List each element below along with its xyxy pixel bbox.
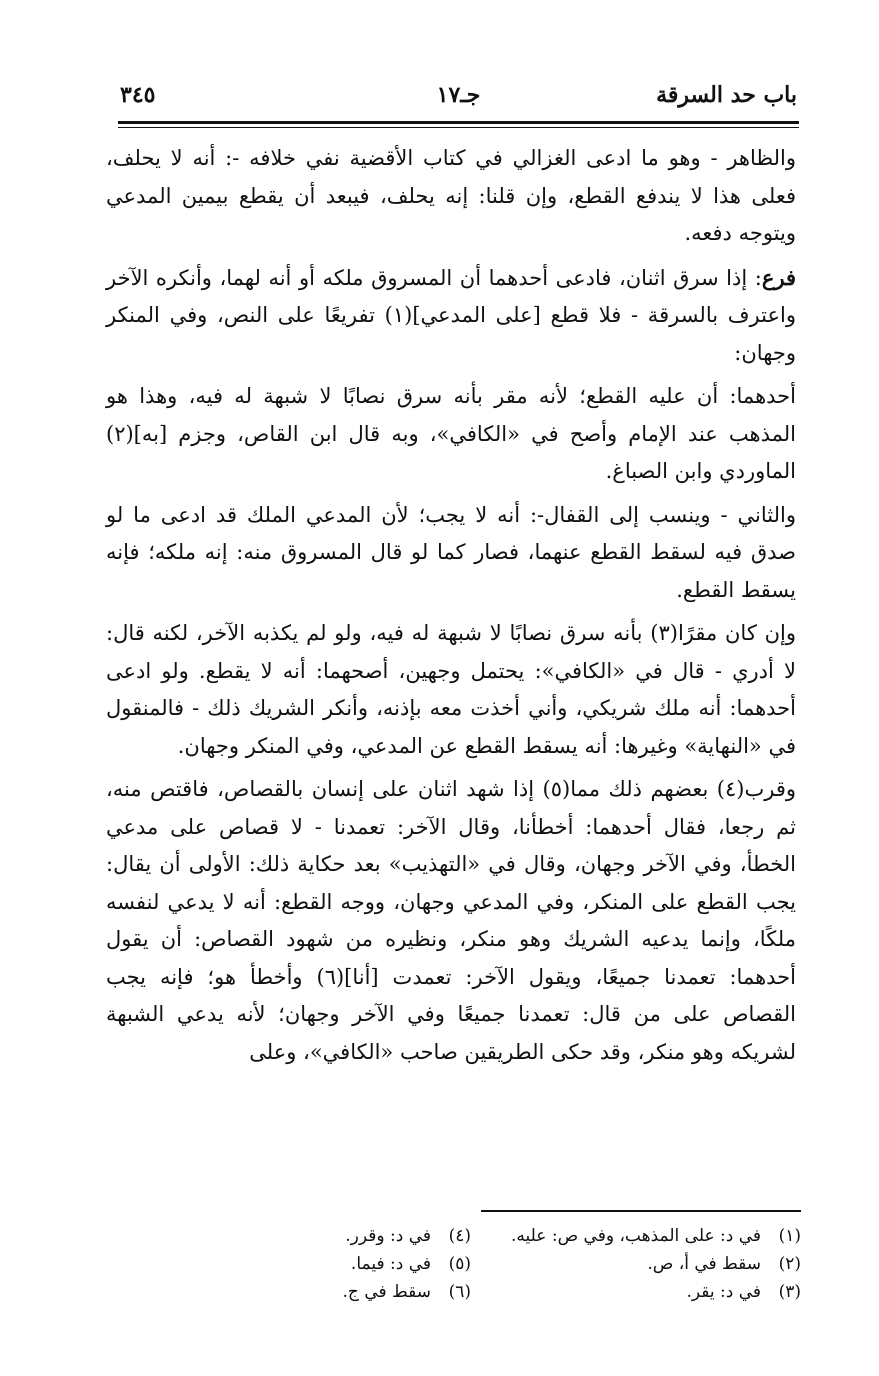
paragraph-text: وإن كان مقرًا(٣) بأنه سرق نصابًا لا شبهة له فيه، ولو لم يكذبه الآخر، لكنه قال: لا أدري - قال في «الكافي»: يحتمل وجهين، أصحهما: أنه لا يقطع. ولو ادعى أحدهما: أنه ملك شريكي، وأني أخذت معه بإذنه، وأنكر الشريك ذلك - فالمنقول في «النهاية» وغيرها: أنه يسقط القطع عن المدعي، وفي المنكر وجهان. — [106, 621, 796, 758]
footnote-text: في د: فيما. — [350, 1254, 431, 1274]
paragraph — [106, 259, 796, 373]
paragraph-text: : إذا سرق اثنان، فادعى أحدهما أن المسروق ملكه أو أنه لهما، وأنكره الآخر واعترف بالسرقة - فلا قطع [على المدعي](١) تفريعًا على النص، وفي المنكر وجهان: — [106, 265, 796, 365]
footnote-text: سقط في أ، ص. — [647, 1254, 761, 1274]
footnote-number: (٥) — [448, 1254, 471, 1274]
footnote-text: في د: وقرر. — [345, 1226, 431, 1246]
footnote — [241, 1278, 471, 1306]
footnote — [501, 1250, 801, 1278]
footnote — [241, 1250, 471, 1278]
paragraph — [106, 140, 796, 253]
header-rule-thick — [118, 121, 799, 124]
footnote-number: (٦) — [448, 1282, 471, 1302]
footnote-number: (١) — [778, 1226, 801, 1246]
footnote — [241, 1222, 471, 1250]
footnote-number: (٣) — [778, 1282, 801, 1302]
paragraph-text: والظاهر - وهو ما ادعى الغزالي في كتاب الأقضية نفي خلافه -: أنه لا يحلف، فعلى هذا لا يندفع القطع، وإن قلنا: إنه يحلف، فيبعد أن يقطع بيمين المدعي ويتوجه دفعه. — [106, 146, 796, 245]
volume-label: جـ١٧ — [436, 82, 481, 108]
paragraph-text: وقرب(٤) بعضهم ذلك مما(٥) إذا شهد اثنان على إنسان بالقصاص، فاقتص منه، ثم رجعا، فقال أحدهما: أخطأنا، وقال الآخر: تعمدنا - لا قصاص على مدعي الخطأ، وفي الآخر وجهان، وقال في «التهذيب» بعد حكاية ذلك: الأولى أن يقال: يجب القطع على المنكر، وفي المدعي وجهان، ووجه القطع: أنه لا يدعي لنفسه ملكًا، وإنما يدعيه الشريك وهو منكر، ونظيره من شهود القصاص: أن يقول أحدهما: تعمدنا جميعًا، ويقول الآخر: تعمدت [أنا](٦) وأخطأ هو؛ فإنه يجب القصاص على من قال: تعمدنا جميعًا وفي الآخر وجهان؛ لأنه يدعي الشبهة لشريكه وهو منكر، وقد حكى الطريقين صاحب «الكافي»، وعلى — [106, 777, 796, 1064]
main-text — [106, 140, 796, 1077]
chapter-title: باب حد السرقة — [656, 82, 797, 108]
paragraph-text: والثاني - وينسب إلى القفال-: أنه لا يجب؛ لأن المدعي الملك قد ادعى ما لو صدق فيه لسقط القطع عنهما، فصار كما لو قال المسروق منه: إنه ملكه؛ فإنه يسقط القطع. — [106, 502, 796, 602]
footnote-number: (٤) — [448, 1226, 471, 1246]
paragraph — [106, 771, 796, 1071]
paragraph-lead: فرع — [761, 264, 796, 290]
paragraph-text: أحدهما: أن عليه القطع؛ لأنه مقر بأنه سرق نصابًا لا شبهة له فيه، وهذا هو المذهب عند الإمام وأصح في «الكافي»، وبه قال ابن القاص، وجزم [به](٢) الماوردي وابن الصباغ. — [106, 384, 796, 483]
footnote-column-left — [241, 1222, 471, 1306]
running-header — [120, 82, 797, 116]
footnote-column-right — [501, 1222, 801, 1306]
footnote-text: سقط في ج. — [342, 1282, 431, 1302]
footnote-number: (٢) — [778, 1254, 801, 1274]
paragraph — [106, 378, 796, 491]
footnote-text: في د: يقر. — [686, 1282, 761, 1302]
footnote — [501, 1222, 801, 1250]
footnote-text: في د: على المذهب، وفي ص: عليه. — [511, 1226, 761, 1246]
paragraph — [106, 615, 796, 765]
page-number: ٣٤٥ — [120, 82, 156, 108]
footnote — [501, 1278, 801, 1306]
header-rule-thin — [118, 127, 799, 128]
footnote-rule — [481, 1210, 801, 1212]
paragraph — [106, 497, 796, 610]
